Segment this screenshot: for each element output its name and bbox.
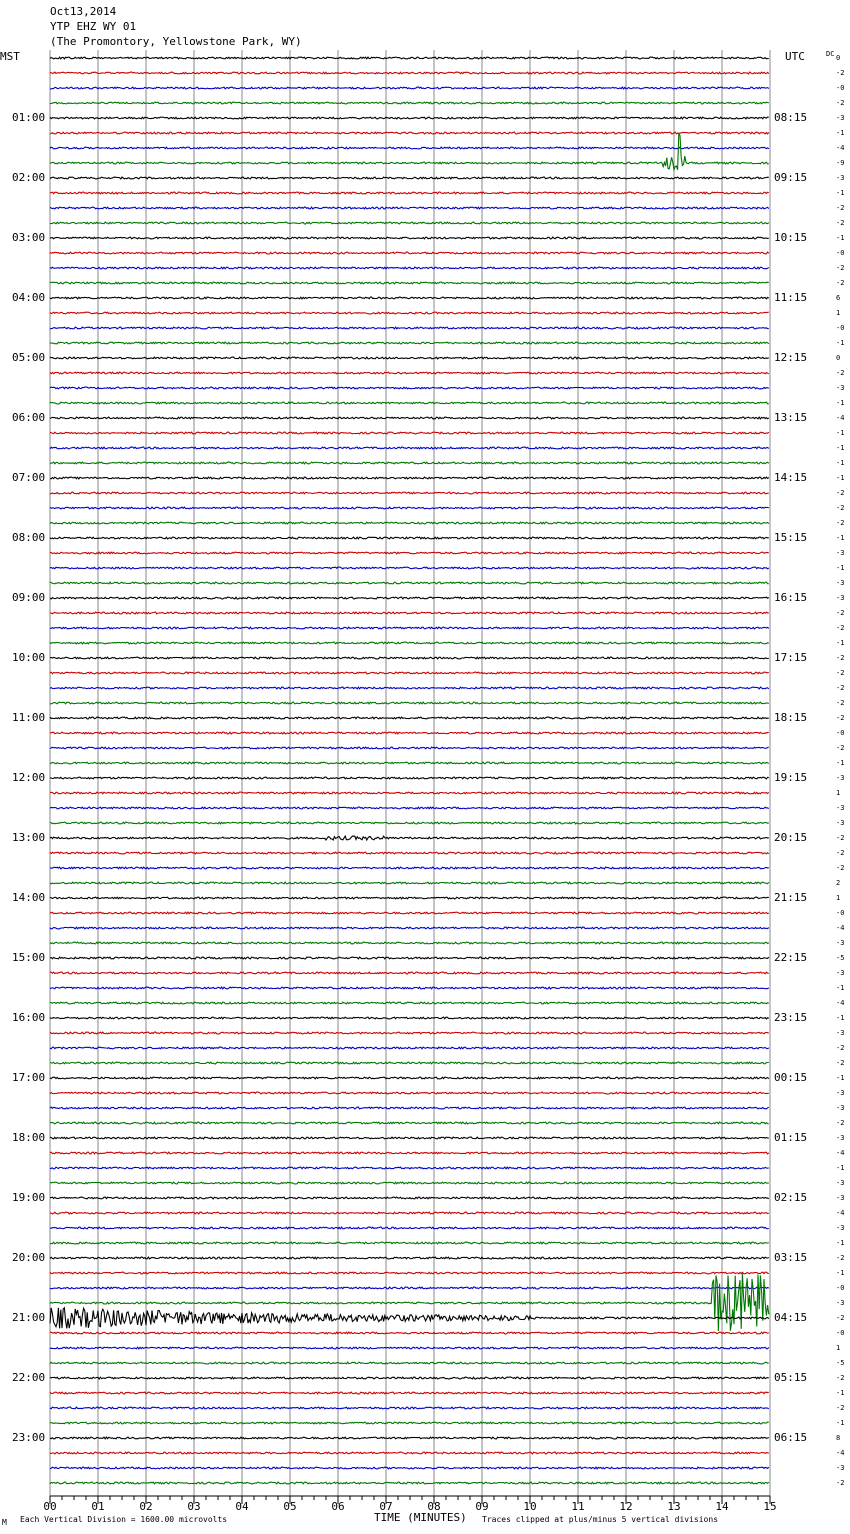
dc-offset-label: -1 [836, 1269, 845, 1277]
trace-line [50, 297, 769, 299]
dc-offset-label: -2 [836, 204, 845, 212]
utc-hour-label: 17:15 [774, 651, 808, 664]
dc-offset-label: -1 [836, 474, 845, 482]
dc-offset-label: -2 [836, 834, 845, 842]
trace-line [50, 1092, 769, 1094]
trace-line [50, 1062, 769, 1064]
dc-offset-label: -5 [836, 954, 845, 962]
trace-line [50, 702, 769, 704]
mst-hour-label: 22:00 [12, 1371, 46, 1384]
dc-offset-label: -3 [836, 774, 845, 782]
trace-line [50, 582, 769, 584]
utc-hour-label: 08:15 [774, 111, 808, 124]
dc-offset-label: -3 [836, 804, 845, 812]
x-tick-label: 10 [523, 1500, 537, 1513]
mst-hour-label: 04:00 [12, 291, 46, 304]
trace-line [50, 1242, 769, 1244]
trace-line [50, 762, 769, 764]
trace-line [50, 402, 769, 404]
dc-offset-label: -2 [836, 264, 845, 272]
dc-offset-label: -3 [836, 969, 845, 977]
dc-offset-label: 1 [836, 894, 841, 902]
dc-offset-label: -4 [836, 924, 845, 932]
dc-offset-label: -3 [836, 594, 845, 602]
mst-hour-label: 16:00 [12, 1011, 46, 1024]
x-tick-label: 15 [763, 1500, 777, 1513]
dc-offset-label: -1 [836, 1389, 845, 1397]
trace-line [50, 836, 769, 840]
x-tick-label: 09 [475, 1500, 489, 1513]
mst-hour-label: 15:00 [12, 951, 46, 964]
dc-offset-label: -2 [836, 669, 845, 677]
x-tick-label: 12 [619, 1500, 633, 1513]
x-tick-label: 07 [379, 1500, 393, 1513]
trace-line [50, 132, 769, 134]
dc-offset-label: -2 [836, 1479, 845, 1487]
trace-line [50, 687, 769, 689]
dc-offset-label: -2 [836, 654, 845, 662]
trace-line [50, 657, 769, 659]
dc-offset-label: -4 [836, 1209, 845, 1217]
dc-offset-label: 1 [836, 1344, 841, 1352]
trace-line [50, 57, 769, 59]
utc-hour-label: 14:15 [774, 471, 808, 484]
dc-offset-label: -3 [836, 174, 845, 182]
utc-hour-label: 01:15 [774, 1131, 808, 1144]
dc-offset-label: -2 [836, 519, 845, 527]
dc-offset-label: -2 [836, 1254, 845, 1262]
trace-line [50, 282, 769, 284]
dc-offset-label: -2 [836, 1404, 845, 1412]
chart-station: YTP EHZ WY 01 [50, 20, 137, 33]
corner-mark: M [2, 1518, 7, 1527]
dc-offset-label: -1 [836, 429, 845, 437]
trace-line [50, 177, 769, 179]
trace-line [50, 537, 769, 539]
dc-offset-label: -3 [836, 114, 845, 122]
trace-line [50, 192, 769, 194]
dc-offset-label: -2 [836, 99, 845, 107]
scale-note: Each Vertical Division = 1600.00 microvolts [20, 1515, 228, 1524]
dc-offset-label: -0 [836, 909, 845, 917]
utc-hour-label: 21:15 [774, 891, 808, 904]
trace-line [50, 1167, 769, 1169]
dc-offset-label: -4 [836, 144, 845, 152]
x-tick-label: 05 [283, 1500, 297, 1513]
trace-line [50, 222, 769, 224]
left-zone-label: MST [0, 50, 20, 63]
trace-line [50, 477, 769, 479]
dc-offset-label: -2 [836, 1374, 845, 1382]
dc-offset-label: -1 [836, 1419, 845, 1427]
dc-offset-label: -3 [836, 1224, 845, 1232]
chart-date: Oct13,2014 [50, 5, 117, 18]
dc-offset-label: -3 [836, 579, 845, 587]
dc-offset-label: -3 [836, 1179, 845, 1187]
mst-hour-label: 17:00 [12, 1071, 46, 1084]
trace-line [50, 417, 769, 419]
dc-offset-label: -4 [836, 1149, 845, 1157]
trace-line [50, 972, 769, 974]
dc-offset-label: -1 [836, 234, 845, 242]
mst-hour-label: 06:00 [12, 411, 46, 424]
dc-offset-label: -2 [836, 1059, 845, 1067]
dc-offset-label: -4 [836, 414, 845, 422]
dc-offset-label: -3 [836, 384, 845, 392]
dc-offset-label: -1 [836, 339, 845, 347]
dc-offset-label: -1 [836, 984, 845, 992]
dc-offset-label: -3 [836, 549, 845, 557]
mst-hour-label: 12:00 [12, 771, 46, 784]
trace-line [50, 1047, 769, 1049]
trace-line [50, 327, 769, 329]
mst-hour-label: 07:00 [12, 471, 46, 484]
mst-hour-label: 18:00 [12, 1131, 46, 1144]
trace-line [50, 522, 769, 524]
mst-hour-label: 23:00 [12, 1431, 46, 1444]
trace-line [50, 672, 769, 674]
mst-hour-label: 20:00 [12, 1251, 46, 1264]
dc-offset-label: 6 [836, 294, 841, 302]
trace-line [50, 1452, 769, 1454]
dc-offset-label: -3 [836, 1134, 845, 1142]
dc-offset-label: -0 [836, 1284, 845, 1292]
trace-line [50, 1467, 769, 1469]
trace-line [50, 1017, 769, 1019]
trace-line [50, 1152, 769, 1154]
utc-hour-label: 20:15 [774, 831, 808, 844]
trace-line [50, 1308, 769, 1329]
dc-offset-label: -2 [836, 609, 845, 617]
trace-line [50, 852, 769, 854]
trace-line [50, 792, 769, 794]
trace-line [50, 357, 769, 359]
dc-offset-label: -2 [836, 1119, 845, 1127]
trace-line [50, 1227, 769, 1229]
dc-offset-label: -0 [836, 249, 845, 257]
trace-line [50, 642, 769, 644]
dc-offset-label: -2 [836, 504, 845, 512]
trace-line [50, 552, 769, 554]
trace-line [50, 1122, 769, 1124]
utc-hour-label: 00:15 [774, 1071, 808, 1084]
dc-offset-label: -0 [836, 324, 845, 332]
trace-line [50, 1077, 769, 1079]
trace-line [50, 1257, 769, 1259]
trace-line [50, 237, 769, 239]
trace-line [50, 372, 769, 374]
x-tick-label: 08 [427, 1500, 441, 1513]
trace-line [50, 1482, 769, 1484]
trace-line [50, 717, 769, 719]
trace-line [50, 867, 769, 869]
utc-hour-label: 05:15 [774, 1371, 808, 1384]
x-axis-title: TIME (MINUTES) [374, 1511, 467, 1524]
trace-line [50, 72, 769, 74]
trace-line [50, 147, 769, 149]
mst-hour-label: 19:00 [12, 1191, 46, 1204]
trace-line [50, 1107, 769, 1109]
trace-line [50, 1407, 769, 1409]
dc-offset-label: -2 [836, 219, 845, 227]
trace-line [50, 87, 769, 89]
trace-line [50, 102, 769, 104]
x-tick-label: 01 [91, 1500, 105, 1513]
dc-offset-label: -2 [836, 1044, 845, 1052]
trace-line [50, 447, 769, 449]
trace-line [50, 807, 769, 809]
x-tick-label: 13 [667, 1500, 681, 1513]
dc-offset-label: -3 [836, 819, 845, 827]
x-tick-label: 03 [187, 1500, 201, 1513]
trace-line [50, 1422, 769, 1424]
dc-offset-label: -2 [836, 864, 845, 872]
utc-hour-label: 12:15 [774, 351, 808, 364]
utc-hour-label: 19:15 [774, 771, 808, 784]
mst-hour-label: 03:00 [12, 231, 46, 244]
trace-line [50, 942, 769, 944]
mst-hour-label: 05:00 [12, 351, 46, 364]
utc-hour-label: 10:15 [774, 231, 808, 244]
trace-line [50, 1137, 769, 1139]
trace-line [50, 1197, 769, 1199]
trace-line [50, 1032, 769, 1034]
x-tick-label: 00 [43, 1500, 57, 1513]
dc-offset-label: -3 [836, 1104, 845, 1112]
mst-hour-label: 21:00 [12, 1311, 46, 1324]
trace-line [50, 597, 769, 599]
utc-hour-label: 18:15 [774, 711, 808, 724]
trace-line [50, 252, 769, 254]
trace-line [50, 912, 769, 914]
trace-line [50, 747, 769, 749]
trace-line [50, 627, 769, 629]
dc-offset-label: -9 [836, 159, 845, 167]
trace-line [50, 822, 769, 824]
trace-line [50, 1347, 769, 1349]
dc-offset-label: -1 [836, 399, 845, 407]
dc-offset-label: -3 [836, 939, 845, 947]
dc-offset-label: -2 [836, 849, 845, 857]
trace-line [50, 1392, 769, 1394]
trace-line [50, 134, 769, 170]
x-tick-label: 14 [715, 1500, 729, 1513]
trace-line [50, 117, 769, 119]
x-tick-label: 04 [235, 1500, 249, 1513]
trace-line [50, 342, 769, 344]
dc-offset-label: -1 [836, 1164, 845, 1172]
dc-offset-label: -1 [836, 639, 845, 647]
mst-hour-label: 11:00 [12, 711, 46, 724]
dc-offset-label: -2 [836, 624, 845, 632]
dc-offset-label: -1 [836, 129, 845, 137]
dc-offset-label: -3 [836, 1089, 845, 1097]
dc-offset-label: -2 [836, 744, 845, 752]
dc-offset-label: -3 [836, 1464, 845, 1472]
mst-hour-label: 10:00 [12, 651, 46, 664]
dc-offset-label: 1 [836, 309, 841, 317]
trace-line [50, 927, 769, 929]
trace-line [50, 987, 769, 989]
dc-offset-label: -1 [836, 1074, 845, 1082]
dc-offset-label: -0 [836, 729, 845, 737]
trace-line [50, 432, 769, 434]
dc-offset-label: -1 [836, 759, 845, 767]
dc-offset-label: -2 [836, 714, 845, 722]
dc-offset-label: 0 [836, 354, 841, 362]
dc-offset-label: -2 [836, 699, 845, 707]
trace-line [50, 1377, 769, 1379]
trace-line [50, 777, 769, 779]
dc-offset-label: -3 [836, 1299, 845, 1307]
dc-offset-label: -4 [836, 1449, 845, 1457]
trace-line [50, 1287, 769, 1289]
dc-offset-label: -2 [836, 489, 845, 497]
trace-line [50, 882, 769, 884]
dc-offset-label: 8 [836, 1434, 841, 1442]
dc-label: DC [826, 50, 835, 58]
trace-line [50, 507, 769, 509]
dc-offset-label: 1 [836, 789, 841, 797]
trace-line [50, 732, 769, 734]
dc-offset-label: -5 [836, 1359, 845, 1367]
dc-offset-label: -1 [836, 459, 845, 467]
trace-line [50, 1182, 769, 1184]
trace-line [50, 492, 769, 494]
trace-line [50, 1212, 769, 1214]
trace-line [50, 267, 769, 269]
trace-line [50, 957, 769, 959]
trace-line [50, 207, 769, 209]
utc-hour-label: 16:15 [774, 591, 808, 604]
dc-offset-label: -1 [836, 564, 845, 572]
dc-offset-label: -4 [836, 999, 845, 1007]
utc-hour-label: 09:15 [774, 171, 808, 184]
trace-line [50, 612, 769, 614]
trace-line [50, 1332, 769, 1334]
utc-hour-label: 11:15 [774, 291, 808, 304]
trace-line [50, 1272, 769, 1274]
mst-hour-label: 02:00 [12, 171, 46, 184]
mst-hour-label: 09:00 [12, 591, 46, 604]
dc-offset-label: -3 [836, 1029, 845, 1037]
dc-offset-label: -1 [836, 1014, 845, 1022]
trace-line [50, 387, 769, 389]
dc-offset-label: -1 [836, 1239, 845, 1247]
utc-hour-label: 23:15 [774, 1011, 808, 1024]
x-tick-label: 02 [139, 1500, 153, 1513]
trace-line [50, 1273, 769, 1331]
dc-offset-label: -1 [836, 444, 845, 452]
trace-line [50, 462, 769, 464]
utc-hour-label: 06:15 [774, 1431, 808, 1444]
dc-offset-label: -2 [836, 369, 845, 377]
trace-line [50, 567, 769, 569]
dc-offset-label: -2 [836, 1314, 845, 1322]
x-tick-label: 06 [331, 1500, 345, 1513]
mst-hour-label: 14:00 [12, 891, 46, 904]
utc-hour-label: 15:15 [774, 531, 808, 544]
right-zone-label: UTC [785, 50, 805, 63]
dc-offset-label: -0 [836, 1329, 845, 1337]
dc-offset-label: -2 [836, 684, 845, 692]
utc-hour-label: 03:15 [774, 1251, 808, 1264]
trace-line [50, 1437, 769, 1439]
dc-offset-label: -1 [836, 189, 845, 197]
trace-line [50, 897, 769, 899]
mst-hour-label: 08:00 [12, 531, 46, 544]
mst-hour-label: 01:00 [12, 111, 46, 124]
dc-offset-label: 0 [836, 54, 841, 62]
mst-hour-label: 13:00 [12, 831, 46, 844]
dc-offset-label: -2 [836, 69, 845, 77]
utc-hour-label: 13:15 [774, 411, 808, 424]
dc-offset-label: -2 [836, 279, 845, 287]
trace-line [50, 1362, 769, 1364]
utc-hour-label: 02:15 [774, 1191, 808, 1204]
dc-offset-label: 2 [836, 879, 841, 887]
utc-hour-label: 22:15 [774, 951, 808, 964]
clip-note: Traces clipped at plus/minus 5 vertical divisions [482, 1515, 719, 1524]
dc-offset-label: -1 [836, 534, 845, 542]
dc-offset-label: -3 [836, 1194, 845, 1202]
trace-line [50, 1002, 769, 1004]
trace-line [50, 312, 769, 314]
chart-location: (The Promontory, Yellowstone Park, WY) [50, 35, 302, 48]
x-tick-label: 11 [571, 1500, 585, 1513]
utc-hour-label: 04:15 [774, 1311, 808, 1324]
dc-offset-label: -0 [836, 84, 845, 92]
